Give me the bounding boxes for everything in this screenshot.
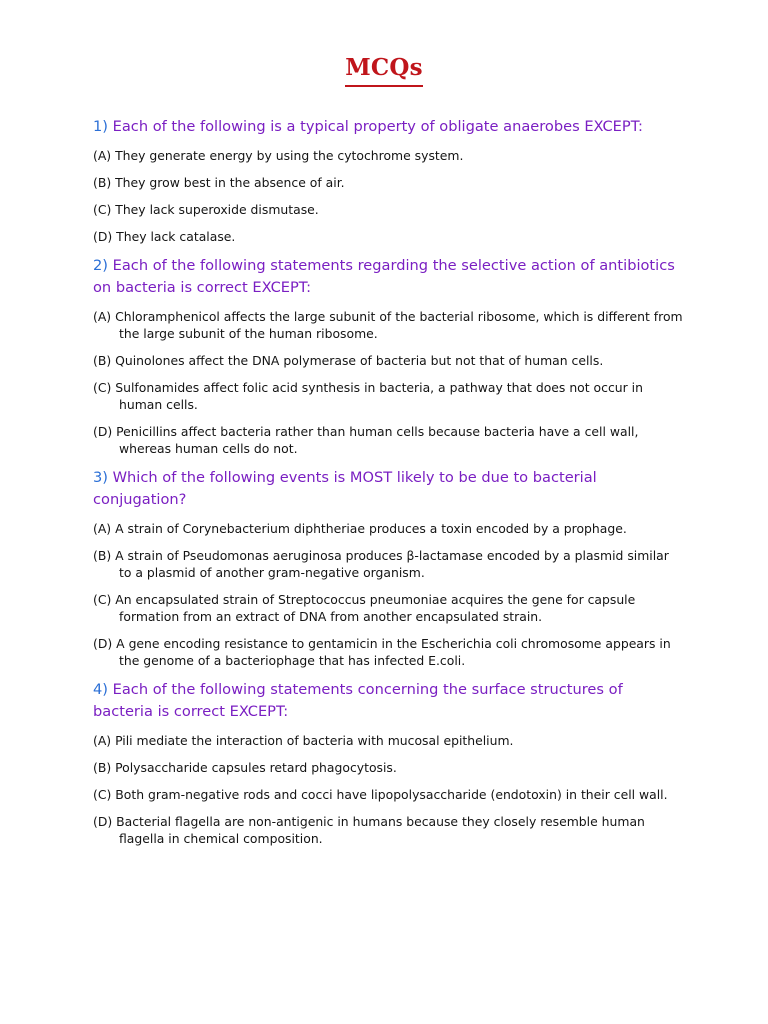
question-number: 4) (93, 681, 108, 698)
question-block-4 (93, 679, 683, 847)
question-number: 1) (93, 118, 108, 135)
question-4 (93, 679, 683, 723)
option-b: (B) Polysaccharide capsules retard phagocytosis. (93, 760, 397, 775)
option-a: (A) A strain of Corynebacterium diphtheriae produces a toxin encoded by a prophage. (93, 521, 627, 536)
option-b: (B) Quinolones affect the DNA polymerase of bacteria but not that of human cells. (93, 353, 604, 368)
question-number: 3) (93, 469, 108, 486)
question-text: Each of the following statements concerning the surface structures of bacteria is correct EXCEPT: (93, 681, 623, 720)
question-text: Which of the following events is MOST likely to be due to bacterial conjugation? (93, 469, 597, 508)
question-number: 2) (93, 257, 108, 274)
question-block-1 (93, 116, 683, 245)
option-c: (C) Both gram-negative rods and cocci have lipopolysaccharide (endotoxin) in their cell wall. (93, 787, 668, 802)
option-d: (D) Penicillins affect bacteria rather than human cells because bacteria have a cell wall, whereas human cells do not. (93, 424, 639, 456)
option-a: (A) They generate energy by using the cytochrome system. (93, 148, 464, 163)
option-d: (D) Bacterial flagella are non-antigenic in humans because they closely resemble human flagella in chemical composition. (93, 814, 645, 846)
option-c: (C) An encapsulated strain of Streptococcus pneumoniae acquires the gene for capsule formation from an extract of DNA from another encapsulated strain. (93, 592, 636, 624)
question-text: Each of the following statements regarding the selective action of antibiotics on bacteria is correct EXCEPT: (93, 257, 675, 296)
option-b: (B) They grow best in the absence of air. (93, 175, 345, 190)
question-2 (93, 255, 683, 299)
page-title: MCQs (345, 54, 423, 87)
option-b: (B) A strain of Pseudomonas aeruginosa produces β-lactamase encoded by a plasmid similar to a plasmid of another gram-negative organism. (93, 548, 669, 580)
question-3 (93, 467, 683, 511)
title-container (0, 54, 768, 87)
option-a: (A) Chloramphenicol affects the large subunit of the bacterial ribosome, which is different from the large subunit of the human ribosome. (93, 309, 683, 341)
question-1 (93, 116, 683, 138)
option-c: (C) They lack superoxide dismutase. (93, 202, 319, 217)
option-d: (D) They lack catalase. (93, 229, 236, 244)
question-block-2 (93, 255, 683, 457)
option-d: (D) A gene encoding resistance to gentamicin in the Escherichia coli chromosome appears in the genome of a bacteriophage that has infected E.coli. (93, 636, 671, 668)
question-block-3 (93, 467, 683, 669)
questions-list (93, 116, 683, 857)
option-a: (A) Pili mediate the interaction of bacteria with mucosal epithelium. (93, 733, 514, 748)
question-text: Each of the following is a typical property of obligate anaerobes EXCEPT: (112, 118, 643, 135)
option-c: (C) Sulfonamides affect folic acid synthesis in bacteria, a pathway that does not occur in human cells. (93, 380, 643, 412)
